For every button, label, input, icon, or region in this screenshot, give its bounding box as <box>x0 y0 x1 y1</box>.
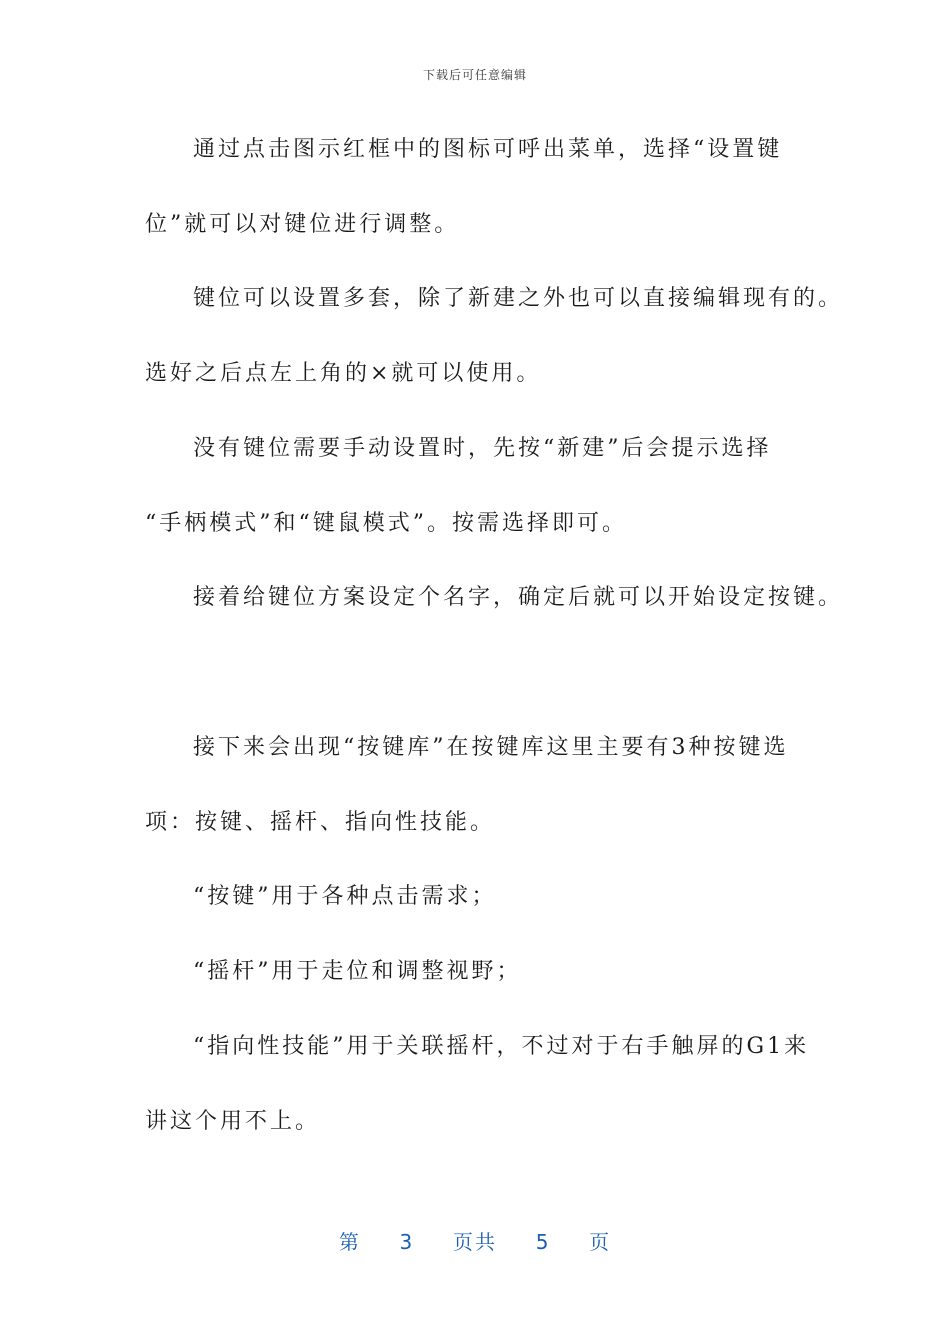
paragraph-line-1: 通过点击图示红框中的图标可呼出菜单，选择“设置键 <box>193 137 783 162</box>
paragraph-line-3: 键位可以设置多套，除了新建之外也可以直接编辑现有的。 <box>193 286 844 311</box>
paragraph-line-4: 选好之后点左上角的×就可以使用。 <box>145 361 542 386</box>
page-footer <box>0 1226 950 1255</box>
footer-prefix: 第 <box>338 1230 361 1254</box>
footer-total-pages: 5 <box>535 1230 551 1254</box>
footer-current-page: 3 <box>399 1230 415 1254</box>
paragraph-line-12: “指向性技能”用于关联摇杆，不过对于右手触屏的G1来 <box>193 1034 810 1059</box>
footer-suffix: 页 <box>589 1230 612 1254</box>
paragraph-line-11: “摇杆”用于走位和调整视野； <box>193 959 522 984</box>
header-note: 下载后可任意编辑 <box>422 68 527 82</box>
paragraph-line-13: 讲这个用不上。 <box>145 1109 321 1134</box>
paragraph-line-9: 项：按键、摇杆、指向性技能。 <box>145 810 496 835</box>
paragraph-line-7: 接着给键位方案设定个名字，确定后就可以开始设定按键。 <box>193 585 844 610</box>
paragraph-line-2: 位”就可以对键位进行调整。 <box>145 212 460 237</box>
paragraph-line-10: “按键”用于各种点击需求； <box>193 884 497 909</box>
paragraph-line-5: 没有键位需要手动设置时，先按“新建”后会提示选择 <box>193 436 772 461</box>
paragraph-line-8: 接下来会出现“按键库”在按键库这里主要有3种按键选 <box>193 735 789 760</box>
paragraph-line-6: “手柄模式”和“键鼠模式”。按需选择即可。 <box>145 511 627 536</box>
footer-middle: 页共 <box>453 1230 497 1254</box>
